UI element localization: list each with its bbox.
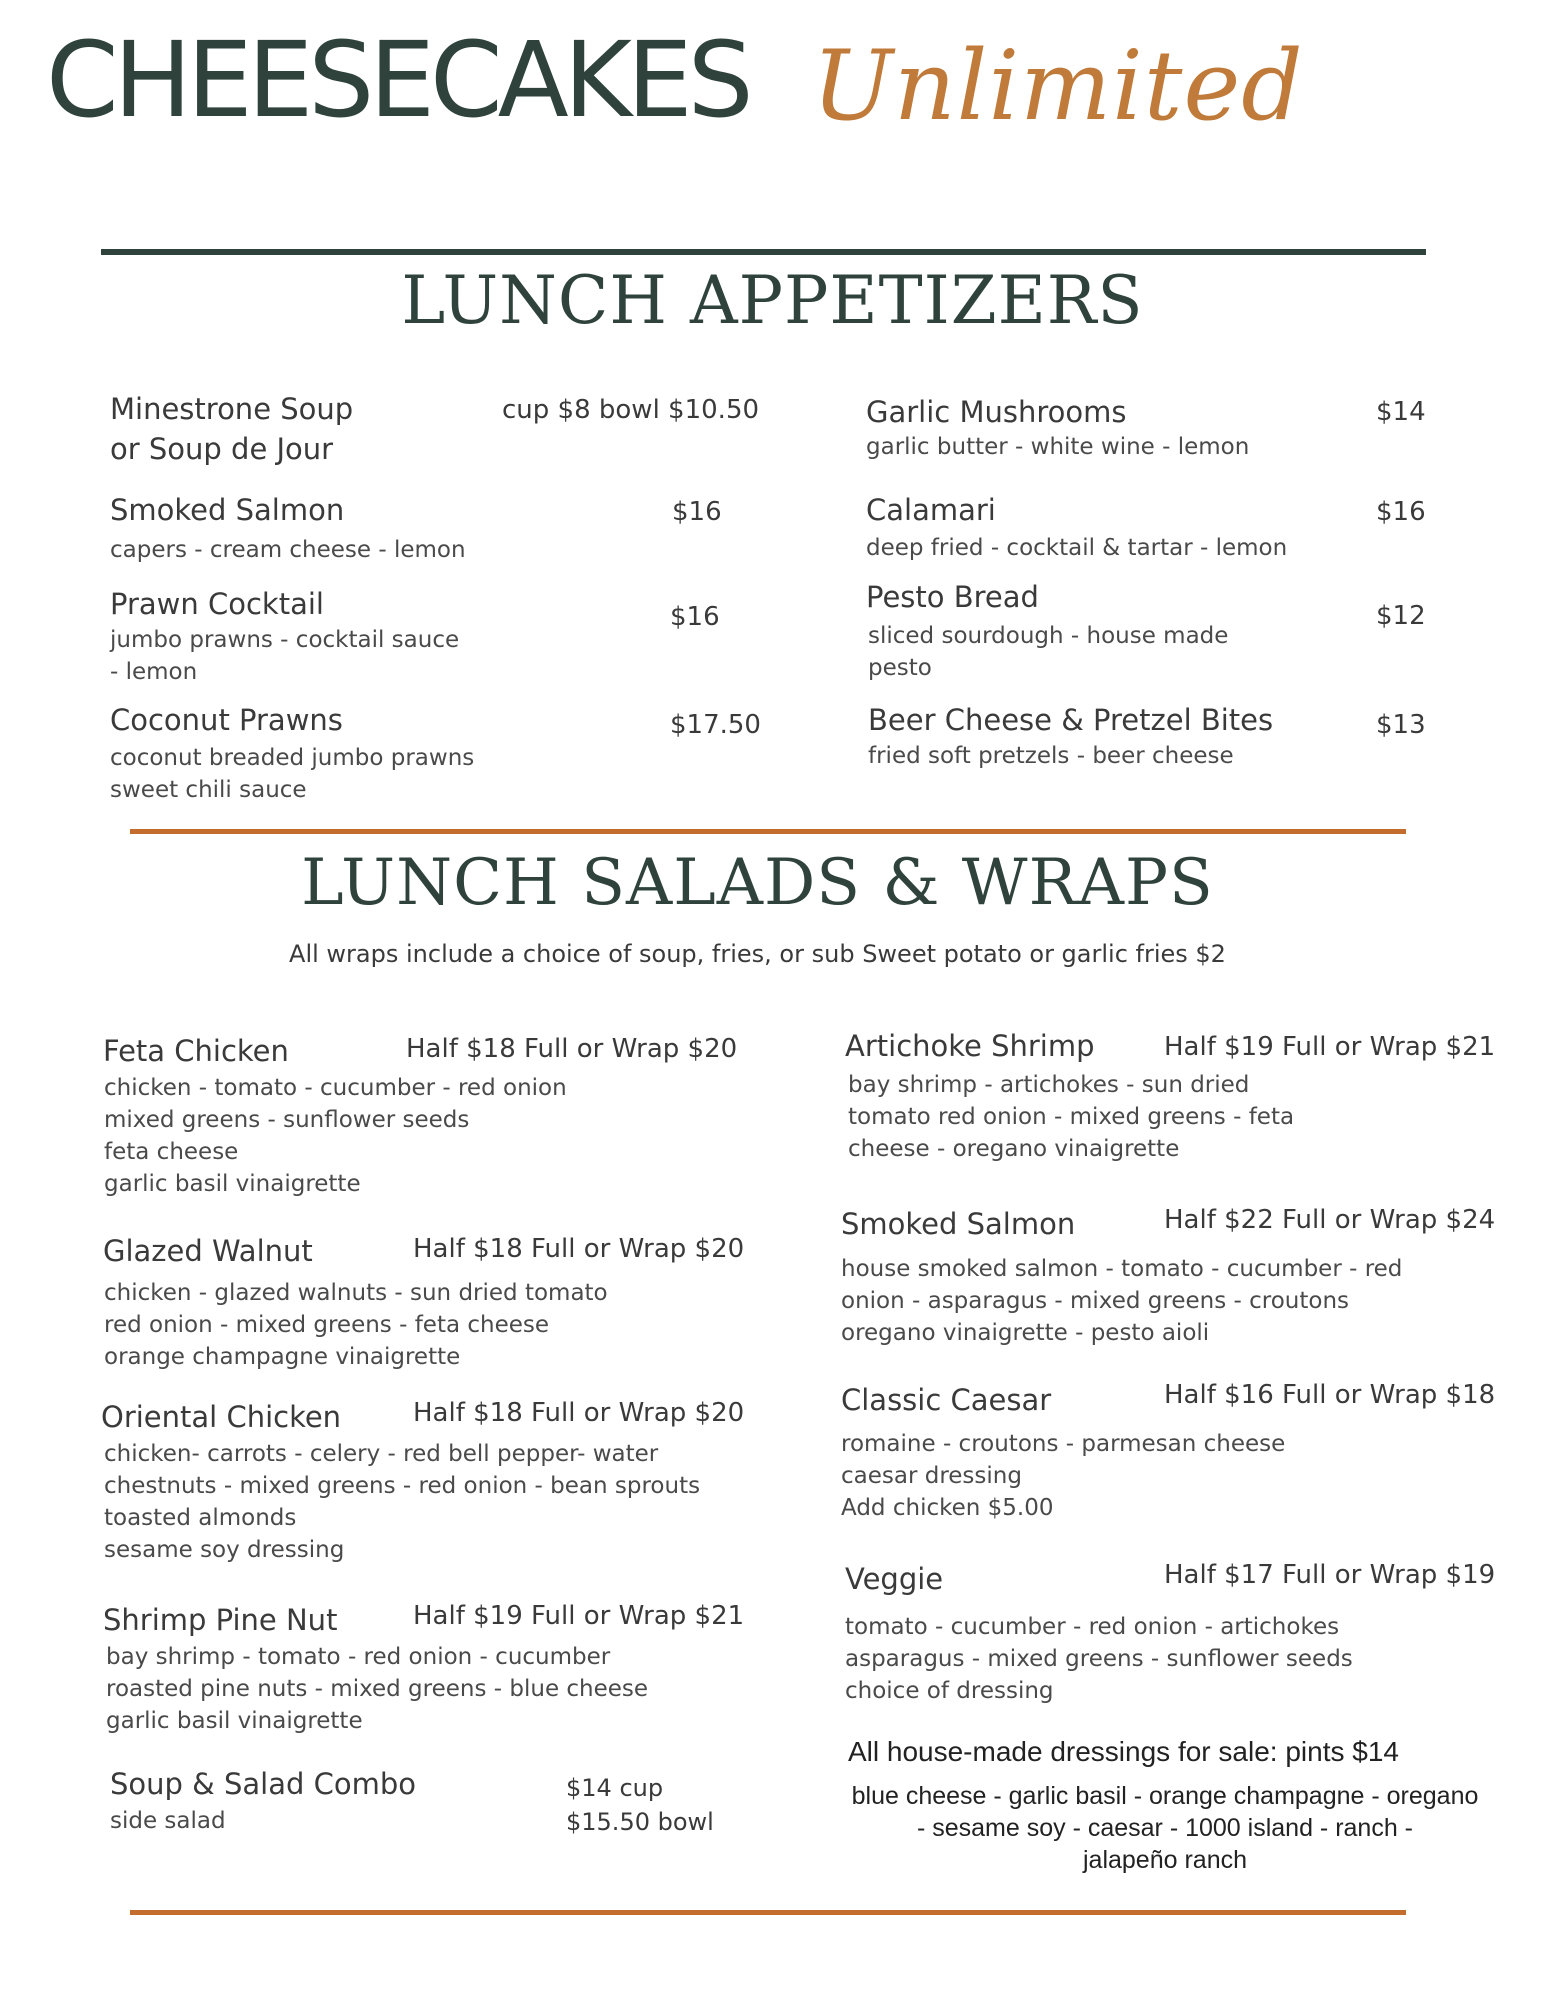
item-price: $16 bbox=[670, 602, 720, 632]
item-price: $14 bbox=[1376, 397, 1426, 427]
item-name: Veggie bbox=[845, 1562, 944, 1596]
dressings-line: jalapeño ranch bbox=[1082, 1846, 1247, 1874]
item-price: cup $8 bowl $10.50 bbox=[502, 395, 760, 425]
divider-bottom bbox=[130, 1910, 1406, 1915]
item-price: Half $22 Full or Wrap $24 bbox=[1164, 1205, 1496, 1235]
item-desc: pesto bbox=[868, 655, 932, 681]
divider-middle bbox=[130, 829, 1406, 834]
item-desc: cheese - oregano vinaigrette bbox=[848, 1136, 1180, 1162]
item-desc: coconut breaded jumbo prawns bbox=[110, 745, 475, 771]
item-desc: garlic basil vinaigrette bbox=[106, 1708, 363, 1734]
item-desc: romaine - croutons - parmesan cheese bbox=[841, 1431, 1286, 1457]
item-desc: orange champagne vinaigrette bbox=[104, 1344, 461, 1370]
item-desc: Add chicken $5.00 bbox=[841, 1495, 1054, 1521]
salads-subtitle: All wraps include a choice of soup, fries, or sub Sweet potato or garlic fries $2 bbox=[289, 940, 1226, 968]
item-price: Half $17 Full or Wrap $19 bbox=[1164, 1560, 1496, 1590]
item-name: Smoked Salmon bbox=[110, 493, 345, 527]
brand-logo-script: Unlimited bbox=[812, 30, 1304, 142]
item-desc: chicken - tomato - cucumber - red onion bbox=[104, 1075, 567, 1101]
dressings-line: blue cheese - garlic basil - orange champagne - oregano bbox=[851, 1782, 1479, 1810]
item-price: Half $19 Full or Wrap $21 bbox=[1164, 1032, 1496, 1062]
item-price: $15.50 bowl bbox=[566, 1808, 714, 1836]
item-desc: bay shrimp - artichokes - sun dried bbox=[848, 1072, 1250, 1098]
item-price: $16 bbox=[672, 497, 722, 527]
item-desc: sweet chili sauce bbox=[110, 777, 307, 803]
item-name: Feta Chicken bbox=[103, 1034, 289, 1068]
item-desc: fried soft pretzels - beer cheese bbox=[868, 743, 1234, 769]
item-price: $16 bbox=[1376, 497, 1426, 527]
item-desc: caesar dressing bbox=[841, 1463, 1022, 1489]
item-desc: deep fried - cocktail & tartar - lemon bbox=[866, 535, 1288, 561]
item-name: Prawn Cocktail bbox=[110, 587, 324, 621]
item-name-line2: or Soup de Jour bbox=[110, 432, 334, 466]
item-desc: oregano vinaigrette - pesto aioli bbox=[841, 1320, 1210, 1346]
item-price: Half $19 Full or Wrap $21 bbox=[413, 1601, 745, 1631]
divider-top bbox=[101, 249, 1426, 255]
item-name: Minestrone Soup bbox=[110, 392, 354, 426]
item-desc: side salad bbox=[110, 1808, 226, 1834]
item-desc: asparagus - mixed greens - sunflower seeds bbox=[845, 1646, 1353, 1672]
item-desc: garlic butter - white wine - lemon bbox=[866, 434, 1250, 460]
item-desc: - lemon bbox=[110, 659, 198, 685]
item-desc: choice of dressing bbox=[845, 1678, 1054, 1704]
item-desc: tomato - cucumber - red onion - artichokes bbox=[845, 1614, 1340, 1640]
section-title-appetizers: LUNCH APPETIZERS bbox=[401, 262, 1144, 339]
item-desc: toasted almonds bbox=[104, 1505, 297, 1531]
item-price: $14 cup bbox=[566, 1774, 664, 1802]
item-desc: tomato red onion - mixed greens - feta bbox=[848, 1104, 1295, 1130]
item-name: Calamari bbox=[866, 493, 996, 527]
item-name: Classic Caesar bbox=[841, 1383, 1052, 1417]
item-desc: bay shrimp - tomato - red onion - cucumber bbox=[106, 1644, 611, 1670]
item-name: Shrimp Pine Nut bbox=[103, 1603, 338, 1637]
item-price: Half $16 Full or Wrap $18 bbox=[1164, 1380, 1496, 1410]
item-desc: onion - asparagus - mixed greens - croutons bbox=[841, 1288, 1349, 1314]
item-name: Garlic Mushrooms bbox=[866, 395, 1127, 429]
item-desc: red onion - mixed greens - feta cheese bbox=[104, 1312, 550, 1338]
section-title-salads: LUNCH SALADS & WRAPS bbox=[301, 846, 1214, 920]
dressings-line: - sesame soy - caesar - 1000 island - ranch - bbox=[916, 1814, 1414, 1842]
item-name: Oriental Chicken bbox=[101, 1400, 342, 1434]
item-desc: garlic basil vinaigrette bbox=[104, 1171, 361, 1197]
item-desc: sliced sourdough - house made bbox=[868, 623, 1229, 649]
item-price: Half $18 Full or Wrap $20 bbox=[413, 1398, 745, 1428]
item-price: Half $18 Full or Wrap $20 bbox=[406, 1034, 738, 1064]
item-name: Pesto Bread bbox=[866, 580, 1039, 614]
item-price: $13 bbox=[1376, 710, 1426, 740]
item-desc: jumbo prawns - cocktail sauce bbox=[110, 627, 460, 653]
item-name: Soup & Salad Combo bbox=[110, 1767, 417, 1801]
item-name: Glazed Walnut bbox=[103, 1234, 313, 1268]
item-desc: chicken- carrots - celery - red bell pepper- water bbox=[104, 1441, 659, 1467]
item-desc: mixed greens - sunflower seeds bbox=[104, 1107, 470, 1133]
dressings-title: All house-made dressings for sale: pints $14 bbox=[848, 1736, 1399, 1767]
item-name: Smoked Salmon bbox=[841, 1207, 1076, 1241]
item-price: $17.50 bbox=[670, 710, 761, 740]
item-name: Artichoke Shrimp bbox=[845, 1029, 1095, 1063]
brand-logo-text: CHEESECAKES bbox=[46, 19, 749, 141]
dressings-list bbox=[845, 1780, 1485, 1876]
item-desc: chestnuts - mixed greens - red onion - bean sprouts bbox=[104, 1473, 701, 1499]
item-price: $12 bbox=[1376, 601, 1426, 631]
item-desc: capers - cream cheese - lemon bbox=[110, 537, 466, 563]
item-desc: house smoked salmon - tomato - cucumber - red bbox=[841, 1256, 1403, 1282]
item-desc: roasted pine nuts - mixed greens - blue cheese bbox=[106, 1676, 649, 1702]
item-name: Beer Cheese & Pretzel Bites bbox=[868, 703, 1274, 737]
item-price: Half $18 Full or Wrap $20 bbox=[413, 1234, 745, 1264]
item-desc: chicken - glazed walnuts - sun dried tomato bbox=[104, 1280, 608, 1306]
item-name: Coconut Prawns bbox=[110, 703, 343, 737]
item-desc: sesame soy dressing bbox=[104, 1537, 345, 1563]
item-desc: feta cheese bbox=[104, 1139, 239, 1165]
